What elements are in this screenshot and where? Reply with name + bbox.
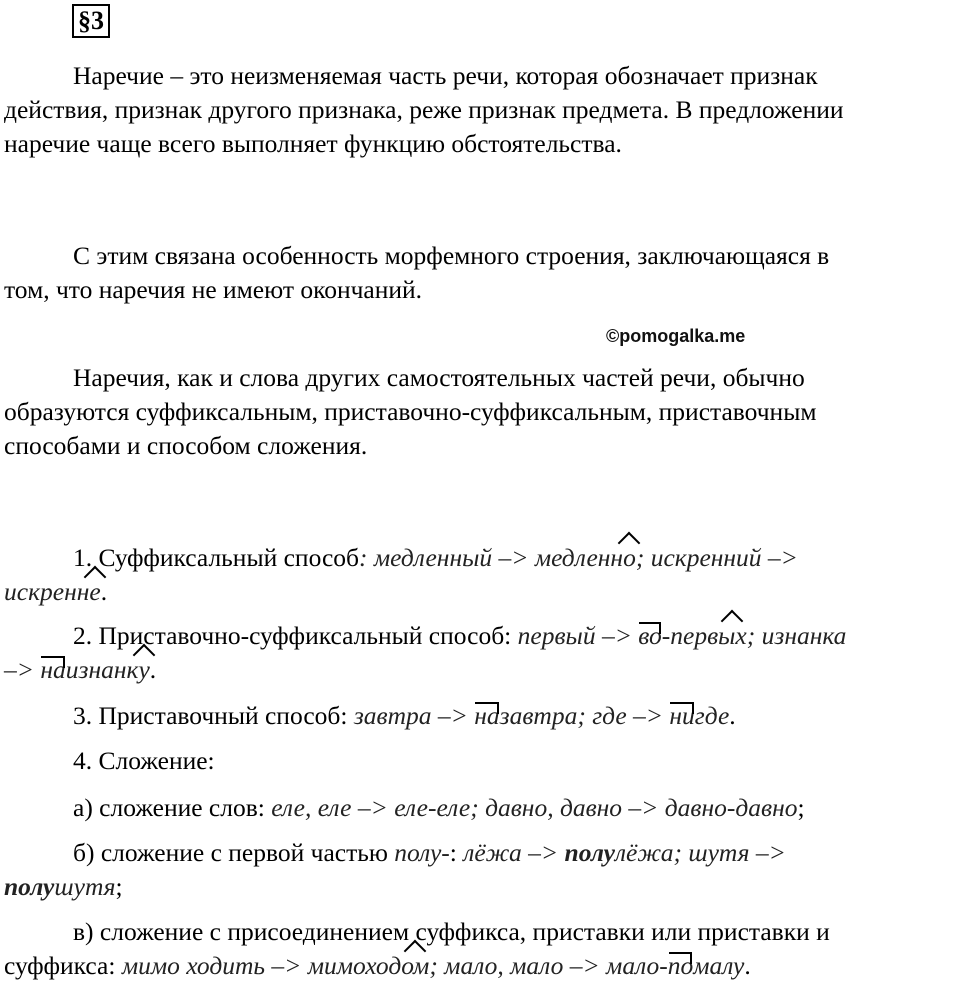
item-label: 1. Суффиксальный способ	[73, 543, 360, 572]
punctuation: .	[149, 655, 157, 684]
example: лёжа –>	[463, 838, 559, 867]
suffix-mark: у	[138, 653, 149, 687]
text-line	[4, 949, 958, 983]
suffix-mark: ом	[401, 949, 429, 983]
suffix-mark: ых	[718, 619, 747, 653]
paragraph-definition	[4, 59, 958, 161]
example: мимо ходить –> мимоход	[121, 951, 402, 980]
text-line: способами и способом сложения.	[4, 431, 368, 460]
suffix-mark: е	[89, 575, 100, 609]
text-line	[4, 699, 958, 733]
example: -перв	[661, 621, 719, 650]
prefix-mark: на	[474, 699, 499, 733]
punctuation: ;	[797, 793, 805, 822]
item-label: 4. Сложение:	[73, 746, 215, 775]
text-line: Наречия, как и слова других самостоятельных частей речи, обычно	[73, 363, 805, 392]
paragraph-morphemes	[4, 239, 958, 307]
example: изнанк	[65, 655, 139, 684]
punctuation: :	[449, 838, 457, 867]
text-line: действия, признак другого признака, реже признак предмета. В предложении	[4, 95, 844, 124]
section-number-badge: §3	[72, 4, 110, 38]
item-prefixal	[4, 699, 958, 733]
punctuation: ;	[115, 872, 123, 901]
item-label: а) сложение слов:	[73, 793, 265, 822]
text-line	[4, 836, 958, 870]
watermark: ©pomogalka.me	[606, 326, 746, 346]
item-suffixal	[4, 541, 958, 609]
item-polu-composition	[4, 836, 958, 904]
bold-part: полу	[4, 872, 55, 901]
text-line	[4, 791, 958, 825]
paragraph-formation	[4, 361, 958, 463]
text-line: том, что наречия не имеют окончаний.	[4, 275, 423, 304]
text-line	[4, 870, 958, 904]
item-label: суффикса:	[4, 951, 116, 980]
text-line: Наречие – это неизменяемая часть речи, которая обозначает признак	[73, 61, 818, 90]
prefix-mark: во	[638, 619, 661, 653]
example: искренн	[4, 577, 90, 606]
example: первый –>	[517, 621, 632, 650]
punctuation: .	[744, 951, 751, 980]
text-line	[4, 653, 958, 687]
example: где	[694, 701, 730, 730]
prefix-mark: на	[40, 653, 65, 687]
item-word-composition	[4, 791, 958, 825]
item-label: б) сложение с первой частью	[73, 838, 388, 867]
example: : медленный –> медленн	[359, 543, 624, 572]
item-composition	[4, 744, 958, 778]
prefix-mark: по	[668, 949, 694, 983]
item-affix-composition	[4, 915, 958, 983]
prefix-mark: ни	[669, 699, 694, 733]
example: –>	[4, 655, 34, 684]
example: лёжа; шутя –>	[614, 838, 786, 867]
example: завтра –>	[353, 701, 468, 730]
item-prefix-suffixal	[4, 619, 958, 687]
example: ; мало, мало –> мало-	[429, 951, 668, 980]
text-line: в) сложение с присоединением суффикса, приставки или приставки и	[73, 917, 830, 946]
bold-part: полу	[564, 838, 615, 867]
example: завтра; где –>	[499, 701, 663, 730]
example: шутя	[54, 872, 116, 901]
text-line	[4, 575, 958, 609]
punctuation: .	[100, 577, 108, 606]
suffix-mark: о	[623, 541, 636, 575]
example: малу	[693, 951, 745, 980]
example: еле, еле –> еле-еле; давно, давно –> давно-давно	[271, 793, 798, 822]
example: полу-	[394, 838, 450, 867]
item-label: 2. Приставочно-суффиксальный способ:	[73, 621, 512, 650]
text-line: образуются суффиксальным, приставочно-суффиксальным, приставочным	[4, 397, 817, 426]
text-line: наречие чаще всего выполняет функцию обстоятельства.	[4, 129, 622, 158]
example: ; искренний –>	[635, 543, 798, 572]
item-label: 3. Приставочный способ:	[73, 701, 348, 730]
punctuation: .	[729, 701, 736, 730]
example: ; изнанка	[746, 621, 847, 650]
text-line	[4, 541, 958, 575]
text-line: С этим связана особенность морфемного строения, заключающаяся в	[73, 241, 830, 270]
